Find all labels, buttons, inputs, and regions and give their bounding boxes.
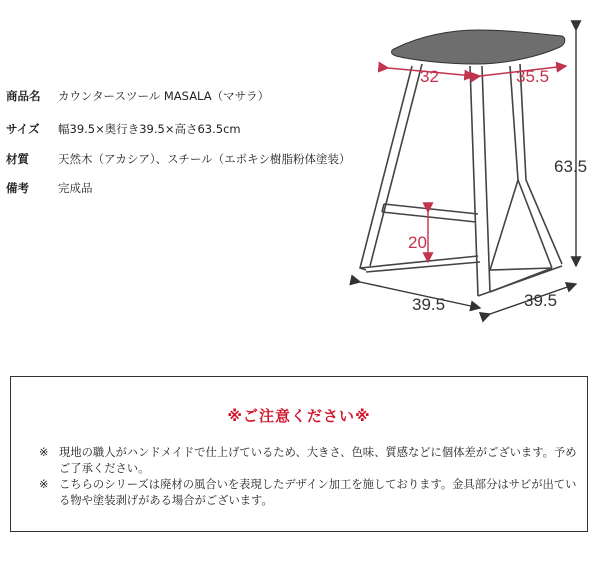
spec-value: 天然木（アカシア）、スチール（エポキシ樹脂粉体塗装）: [58, 152, 351, 166]
notice-item: [39, 445, 579, 477]
notice-box: [10, 376, 588, 532]
dim-depth: 39.5: [524, 291, 558, 310]
dim-seat-left: 32: [420, 67, 439, 86]
notice-item: [39, 477, 579, 509]
spec-value: 幅39.5×奥行き39.5×高さ63.5cm: [58, 122, 241, 136]
notice-title: ※ご注意ください※: [227, 407, 371, 425]
spec-label: 材質: [6, 152, 29, 166]
spec-row-material: [6, 149, 351, 169]
dim-seat-right: 35.5: [516, 67, 550, 86]
dim-width: 39.5: [412, 295, 446, 314]
spec-row-size: [6, 119, 241, 139]
note-text: こちらのシリーズは廃材の風合いを表現したデザイン加工を施しております。金具部分はサビが出ている物や塗装剥げがある場合がございます。: [59, 478, 577, 507]
spec-label: 備考: [6, 181, 29, 195]
stool-diagram: [340, 0, 600, 330]
dim-height: 63.5: [554, 157, 588, 176]
spec-label: サイズ: [6, 122, 40, 136]
spec-value: カウンタースツール MASALA（マサラ）: [58, 89, 270, 103]
spec-value: 完成品: [58, 181, 93, 195]
dim-footrest: 20: [408, 233, 427, 252]
note-mark: ※: [39, 446, 49, 459]
spec-label: 商品名: [6, 89, 41, 103]
spec-row-name: [6, 86, 269, 106]
note-text: 現地の職人がハンドメイドで仕上げているため、大きさ、色味、質感などに個体差がございます。予めご了承ください。: [59, 446, 577, 475]
stool-frame: [360, 64, 562, 296]
note-mark: ※: [39, 478, 49, 491]
seat-shape: [392, 30, 565, 64]
spec-row-note: [6, 178, 93, 198]
